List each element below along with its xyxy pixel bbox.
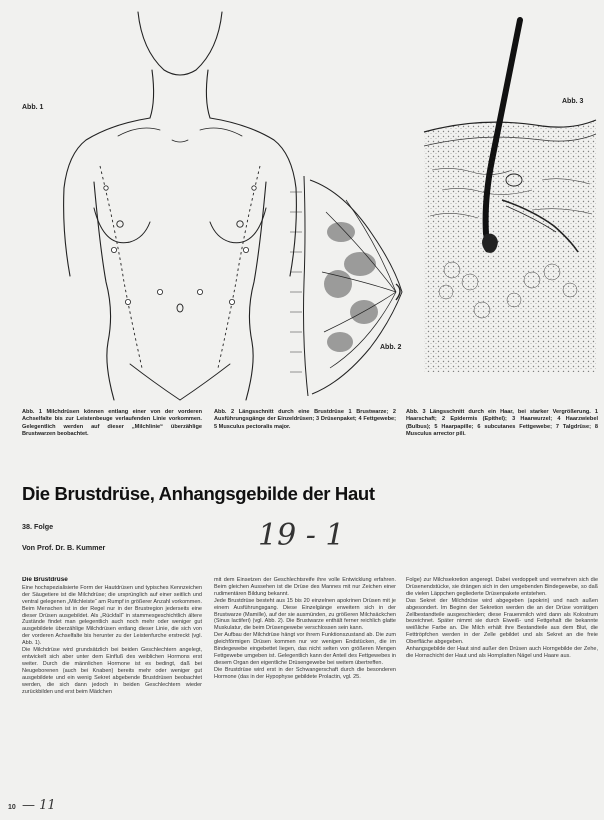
paragraph: Eine hochspezialisierte Form der Hautdrüsen und typisches Kennzeichen der Säugetiere ist die Milchdrüse; die ursprünglich auf einer seitlich und ventral gelegenen „Milchleiste“ am Rumpf in größerer Anzahl vorkommen. Beim Menschen ist in der Regel nur in der Brustregion jederseits eine dieser Drüsen ausgebildet. Als „Rückfall“ in stammesgeschichtlich ältere Zustände findet man gelegentlich auch noch mehr oder weniger gut ausgebildete überzählige Milchdrüsen entlang dieser Linie, die sich von der vorderen Achselfalte bis herunter zu der Leistenfurche erstreckt (vgl. Abb. 1). [22,584,202,647]
paragraph: Anhangsgebilde der Haut sind außer den Drüsen auch Horngebilde der Zehe, die Hornschicht der Haut und als Hornplatten Nägel und Haare aus. [406,646,598,659]
paragraph: Der Aufbau der Milchdrüse hängt vor ihrem Funktionszustand ab. Die zum gleichförmigen Drüsen kommen nur vor wenigen Endstücken, die im Bindegewebe eingebettet liegen, das nicht selten von größeren Mengen Fettgewebe umgeben ist. Gelegentlich kann der Anteil des Fettgewebes in diesem Organ den eigentliche Drüsengewebe bei weitem übertreffen. [214,632,396,666]
paragraph: Die Milchdrüse wird grundsätzlich bei beiden Geschlechtern angelegt, entwickelt sich aber unter dem Einfluß des weiblichen Hormons erst weiter. Durch die männlichen Hormone ist es bedingt, daß bei Neugeborenen (auch bei Knaben) bereits mehr oder weniger gut ausgebildete und ein wenig Sekret abgebende Brustdrüsen beobachtet werden, die sich dann jedoch in beiden Geschlechtern wieder zurückbilden und erst beim Mädchen [22,647,202,695]
paragraph: Die Brustdrüse wird erst in der Schwangerschaft durch die besonderen Hormone (das in der Hypophyse gebildete Prolactin, vgl. 25. [214,666,396,680]
abb1-torso-illustration [60,12,300,404]
page-number: 10 [8,804,16,811]
article-title: Die Brustdrüse, Anhangsgebilde der Haut [22,483,375,504]
corner-handwritten-mark: — 11 [22,798,56,813]
section-heading: Die Brustdrüse [22,577,68,583]
abb3-caption: Abb. 3 Längsschnitt durch ein Haar, bei starker Vergrößerung. 1 Haarschaft; 2 Epidermis (Epithel); 3 Haarwurzel; 4 Haarzwiebel (Bulbus); 5 Haarpapille; 6 subcutanes Fettgewebe; 7 Talgdrüse; 8 Musculus arrector pili. [406,409,598,438]
abb1-label: Abb. 1 [22,104,44,111]
paragraph: Das Sekret der Milchdrüse wird abgegeben (apokrin) und nach außen abgesondert. Im Beginn der Sekretion werden die an der Drüse vorrätigen Zellbestandteile ausgeschieden; diese Frauenmilch wird dann als Kolostrum bezeichnet. Später nimmt sie durch Eiweiß- und Fettgehalt die bekannte weißliche Farbe an. Die Milch erhält ihre Bestandteile aus dem Blut, die Fetttröpfchen werden in der Zelle gebildet und als Sekret an die freie Oberfläche abgegeben. [406,597,598,646]
text-column-1 [22,577,202,813]
abb2-label: Abb. 2 [380,344,402,351]
paragraph: Jede Brustdrüse besteht aus 15 bis 20 einzelnen apokrinen Drüsen mit je einem Ausführungsgang. Diese Einzelgänge erweitern sich in der Brustwarze (Mamille), auf der sie ausmünden, zu größeren Milchsäckchen (Sinus lactiferi) (vgl. Abb. 2). Die Brustwarze enthält ferner reichlich glatte Muskulatur, die beim Drüsengewebe verschlossen sein kann. [214,597,396,632]
text-column-3 [406,577,598,813]
paragraph: Folge) zur Milchsekretion angeregt. Dabei verdoppelt und vermehren sich die Drüsenendstücke, sie drängen sich in den umgebenden Bindegewebe, so daß die vielen Läppchen gegliederte Drüsenpakete entstehen. [406,577,598,597]
text-column-2 [214,577,396,813]
abb2-breast-section-illustration [286,172,406,400]
abb3-label: Abb. 3 [562,98,584,105]
paragraph: mit dem Einsetzen der Geschlechtsreife ihre volle Entwicklung erfahren. Beim gleichen Aussehen ist die Drüse des Mannes mit nur Zeichen einer rudimentären Bildung bekannt. [214,577,396,597]
author-line: Von Prof. Dr. B. Kummer [22,543,106,552]
handwritten-note: 19 - 1 [258,518,345,553]
abb2-caption: Abb. 2 Längsschnitt durch eine Brustdrüse 1 Brustwarze; 2 Ausführungsgänge der Einzeldrüsen; 3 Drüsenpaket; 4 Fettgewebe; 5 Musculus pectoralis major. [214,409,396,430]
abb3-hair-section-illustration [422,20,598,372]
series-label: 38. Folge [22,522,54,531]
abb1-caption: Abb. 1 Milchdrüsen können entlang einer von der vorderen Achselfalte bis zur Leistenbeuge verlaufenden Linie vorkommen. Gelegentlich werden auf dieser „Milchlinie“ überzählige Brustwarzen beobachtet. [22,409,202,438]
